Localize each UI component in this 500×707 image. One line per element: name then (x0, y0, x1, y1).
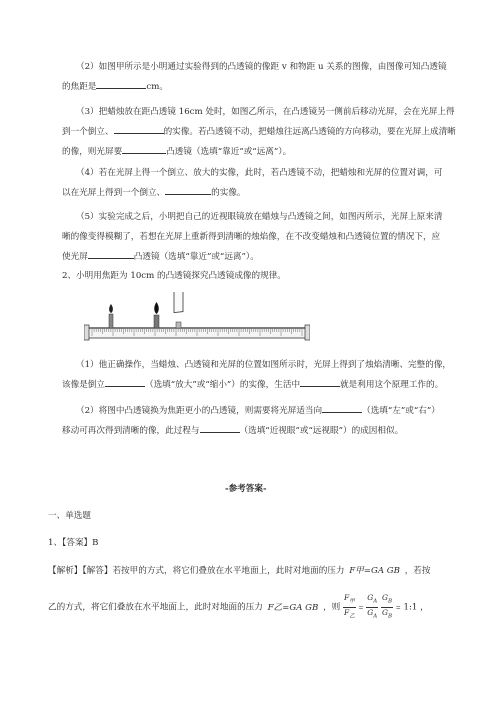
text-line: 使光屏 凸透镜（选填“靠近”或“远离”）。 (62, 247, 452, 267)
text-line: （1）他正确操作，当蜡烛、凸透镜和光屏的位置如图所示时，光屏上得到了烛焰清晰、完整的像， (76, 360, 452, 370)
lens-holder-icon (174, 292, 183, 328)
question-2-stem: 2、小明用焦距为 10cm 的凸透镜探究凸透镜成像的规律。 (62, 271, 286, 281)
question-part-5 (62, 207, 452, 267)
answer-item: 1、【答案】B (48, 538, 99, 548)
text-line: 的像，则光屏要 凸透镜（选填“靠近”或“远离”）。 (62, 142, 452, 162)
candle-icon (109, 304, 113, 328)
question-part-3 (62, 102, 456, 162)
formula-f-yi: F乙=GA GB (267, 602, 319, 613)
formula-f-jia: F甲=GA GB (349, 566, 400, 576)
answer-blank[interactable] (96, 79, 146, 89)
answer-blank[interactable] (105, 377, 145, 387)
lit-candle-icon (154, 302, 159, 328)
answer-blank[interactable] (88, 249, 134, 259)
optical-bench-figure (84, 292, 310, 350)
question-2-part-2 (62, 401, 452, 441)
ratio-fraction: $\frac{F_甲}{F_乙}$ (344, 593, 355, 619)
question-part-4 (62, 163, 452, 203)
answer-blank[interactable] (114, 124, 164, 134)
text-line: 该像是倒立 （选填“放大”或“缩小”）的实像，生活中 就是利用这个原理工作的。 (62, 375, 452, 395)
text-line: （5）实验完成之后，小明把自己的近视眼镜放在蜡烛与凸透镜之间，如图丙所示，光屏上原来清 (76, 212, 443, 222)
question-2-part-1 (62, 355, 452, 395)
ratio-fraction: $\frac{G_B}{G_B}$ (381, 593, 393, 619)
answer-blank[interactable] (200, 423, 240, 433)
answer-heading: -参考答案- (225, 484, 267, 494)
text-line: 移动可再次得到清晰的像，此过程与 （选填“近视眼”或“远视眼”）的成因相似。 (62, 421, 452, 441)
answer-blank[interactable] (300, 377, 340, 387)
ratio-fraction: $\frac{G_A}{G_A}$ (367, 593, 378, 619)
text-line: （4）若在光屏上得一个倒立、放大的实像，此时，若凸透镜不动，把蜡烛和光屏的位置对调，可 (76, 168, 443, 178)
text-line: 到一个倒立、 的实像。若凸透镜不动，把蜡烛往远离凸透镜的方向移动，要在光屏上成清晰 (62, 122, 452, 142)
section-title: 一、单选题 (48, 511, 91, 521)
analysis-line-1: 【解析】【解答】若按甲的方式，将它们叠放在水平地面上，此时对地面的压力 F甲=GA GB ，若按 (48, 566, 431, 576)
answer-blank[interactable] (122, 144, 166, 154)
answer-blank[interactable] (165, 185, 211, 195)
text-line: 晰的像变得模糊了，若想在光屏上重新得到清晰的烛焰像，在不改变蜡烛和凸透镜位置的情况下，应 (62, 232, 441, 242)
question-part-2 (62, 57, 452, 97)
ratio-value: 1:1 (403, 602, 418, 613)
analysis-line-2: 乙的方式，将它们叠放在水平地面上，此时对地面的压力 F乙=GA GB ，则 $\frac{F_甲}{F_乙}$ = $\frac{G_A}{G_A}$ $\frac{G_B}{G_B}$ = 1:1 ， (48, 593, 429, 619)
text-line: 以在光屏上得到一个倒立、 的实像。 (62, 183, 452, 203)
text-line: 的焦距是 cm。 (62, 77, 452, 97)
answer-blank[interactable] (322, 403, 362, 413)
text-line: （2）将图中凸透镜换为焦距更小的凸透镜，则需要将光屏适当向 （选填“左”或“右”） (62, 401, 452, 421)
text-line: （2）如图甲所示是小明通过实验得到的凸透镜的像距 v 和物距 u 关系的图像，由图像可知凸透镜 (76, 62, 447, 72)
text-line: （3）把蜡烛放在距凸透镜 16cm 处时，如图乙所示，在凸透镜另一侧前后移动光屏，会在光屏上得 (76, 107, 455, 117)
